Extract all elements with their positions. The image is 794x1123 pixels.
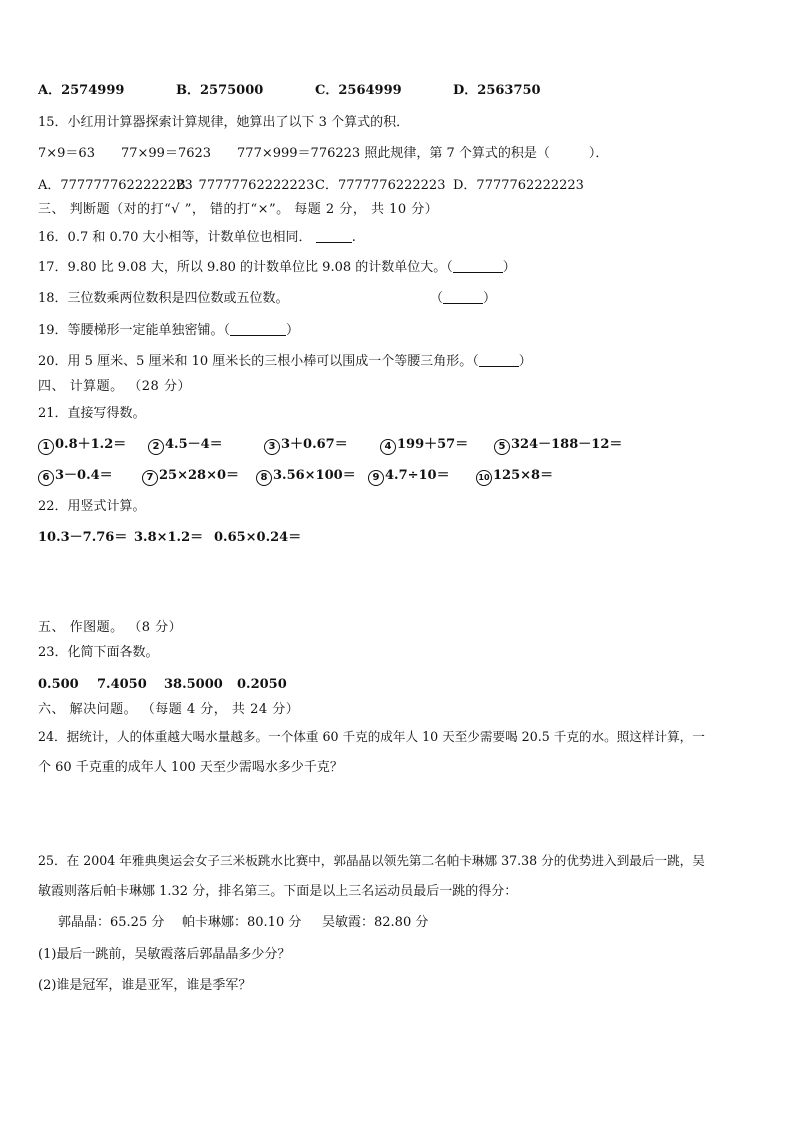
q21-heading: 21．直接写得数。 bbox=[38, 406, 146, 421]
q21-item-9 bbox=[368, 467, 476, 486]
q21-row-1 bbox=[38, 436, 622, 455]
q25-line-1: 25．在 2004 年雅典奥运会女子三米板跳水比赛中，郭晶晶以领先第二名帕卡琳娜 37.38 分的优势进入到最后一跳，吴 bbox=[38, 853, 705, 868]
q19-blank[interactable] bbox=[230, 323, 286, 336]
q25-score-2: 帕卡琳娜：80.10 分 bbox=[182, 915, 302, 930]
q14-option-c: C．2564999 bbox=[315, 83, 402, 98]
q25-sub-1: (1)最后一跳前，吴敏霞落后郭晶晶多少分？ bbox=[38, 947, 291, 962]
q14-options bbox=[38, 82, 541, 100]
q22-item-1: 10.3－7.76＝ bbox=[38, 530, 128, 545]
circled-number-7: 7 bbox=[142, 470, 158, 486]
q16-period: . bbox=[351, 230, 356, 245]
circled-number-4: 4 bbox=[380, 439, 396, 455]
q19-text: 19．等腰梯形一定能单独密铺。（ bbox=[38, 323, 231, 338]
q21-expr-8: 3.56×100＝ bbox=[273, 468, 356, 483]
q22-heading: 22．用竖式计算。 bbox=[38, 499, 146, 514]
q22-items bbox=[38, 529, 301, 547]
circled-number-6: 6 bbox=[38, 470, 54, 486]
section-3-heading: 三、 判断题（对的打“√ ”， 错的打“×”。 每题 2 分， 共 10 分） bbox=[38, 202, 439, 217]
q21-item-3 bbox=[264, 436, 380, 455]
q21-item-8 bbox=[256, 467, 368, 486]
q21-expr-10: 125×8＝ bbox=[493, 468, 554, 483]
q21-row-2 bbox=[38, 467, 553, 486]
q15-option-a: A．7777777622222223 bbox=[38, 178, 193, 193]
q21-item-6 bbox=[38, 467, 142, 486]
section-6-heading: 六、 解决问题。 （每题 4 分， 共 24 分） bbox=[38, 702, 300, 717]
q18-blank[interactable] bbox=[443, 291, 483, 304]
q24-line-2: 个 60 千克重的成年人 100 天至少需喝水多少千克？ bbox=[38, 760, 343, 775]
circled-number-5: 5 bbox=[494, 439, 510, 455]
q23-item-4: 0.2050 bbox=[237, 677, 287, 692]
q21-expr-3: 3＋0.67＝ bbox=[281, 437, 348, 452]
q20-close-paren: ） bbox=[518, 354, 532, 369]
q17-text: 17．9.80 比 9.08 大，所以 9.80 的计数单位比 9.08 的计数单位大。（ bbox=[38, 260, 453, 275]
q19-close-paren: ） bbox=[286, 323, 300, 338]
q20 bbox=[38, 353, 532, 371]
q25-score-1: 郭晶晶：65.25 分 bbox=[58, 915, 165, 930]
q23-item-2: 7.4050 bbox=[97, 677, 147, 692]
q16 bbox=[38, 229, 356, 247]
circled-number-1: 1 bbox=[38, 439, 54, 455]
q18-text: 18．三位数乘两位数积是四位数或五位数。 bbox=[38, 291, 289, 306]
q15-stem: 15．小红用计算器探索计算规律，她算出了以下 3 个算式的积． bbox=[38, 115, 410, 130]
q21-expr-7: 25×28×0＝ bbox=[159, 468, 240, 483]
circled-number-8: 8 bbox=[256, 470, 272, 486]
q21-expr-4: 199＋57＝ bbox=[397, 437, 469, 452]
q18-open-paren: （ bbox=[430, 291, 444, 306]
q14-option-a: A．2574999 bbox=[38, 83, 125, 98]
q21-expr-5: 324－188－12＝ bbox=[511, 437, 623, 452]
q23-item-1: 0.500 bbox=[38, 677, 79, 692]
q23-heading: 23．化简下面各数。 bbox=[38, 645, 159, 660]
q21-expr-2: 4.5－4＝ bbox=[165, 437, 223, 452]
q16-blank[interactable] bbox=[316, 230, 352, 243]
q23-item-3: 38.5000 bbox=[164, 677, 223, 692]
circled-number-3: 3 bbox=[264, 439, 280, 455]
section-5-heading: 五、 作图题。 （8 分） bbox=[38, 620, 183, 635]
q21-item-1 bbox=[38, 436, 148, 455]
circled-number-2: 2 bbox=[148, 439, 164, 455]
q15-option-c: C．7777776222223 bbox=[315, 178, 446, 193]
circled-number-10: 10 bbox=[476, 470, 492, 486]
q17-blank[interactable] bbox=[453, 260, 503, 273]
section-4-heading: 四、 计算题。 （28 分） bbox=[38, 379, 191, 394]
q15-line2: 7×9＝63 77×99＝7623 777×999＝776223 照此规律，第 7 个算式的积是（ ）． bbox=[38, 146, 609, 161]
q21-item-4 bbox=[380, 436, 494, 455]
q24-line-1: 24．据统计，人的体重越大喝水量越多。一个体重 60 千克的成年人 10 天至少需要喝 20.5 千克的水。照这样计算，一 bbox=[38, 729, 705, 744]
q18-close-paren: ） bbox=[483, 291, 497, 306]
q23-items bbox=[38, 676, 287, 694]
q21-expr-6: 3－0.4＝ bbox=[55, 468, 113, 483]
q22-item-2: 3.8×1.2＝ bbox=[134, 530, 204, 545]
q20-text: 20．用 5 厘米、5 厘米和 10 厘米长的三根小棒可以围成一个等腰三角形。（ bbox=[38, 354, 479, 369]
q25-score-3: 吴敏霞：82.80 分 bbox=[322, 915, 429, 930]
q25-sub-2: (2)谁是冠军，谁是亚军，谁是季军？ bbox=[38, 978, 252, 993]
circled-number-9: 9 bbox=[368, 470, 384, 486]
q15-options bbox=[38, 177, 584, 195]
q18-answer bbox=[430, 290, 496, 308]
q17 bbox=[38, 259, 516, 277]
q17-close-paren: ） bbox=[502, 260, 516, 275]
q14-option-b: B．2575000 bbox=[176, 83, 264, 98]
q16-text: 16．0.7 和 0.70 大小相等，计数单位也相同． bbox=[38, 230, 312, 245]
q21-item-2 bbox=[148, 436, 264, 455]
q25-scores bbox=[58, 914, 428, 932]
q21-item-7 bbox=[142, 467, 256, 486]
q15-option-d: D．7777762222223 bbox=[453, 178, 584, 193]
q20-blank[interactable] bbox=[479, 354, 519, 367]
q21-item-5 bbox=[494, 436, 622, 455]
q21-expr-9: 4.7÷10＝ bbox=[385, 468, 450, 483]
q21-item-10 bbox=[476, 467, 553, 486]
q18 bbox=[38, 290, 289, 308]
q22-item-3: 0.65×0.24＝ bbox=[214, 530, 302, 545]
q14-option-d: D．2563750 bbox=[453, 83, 541, 98]
q19 bbox=[38, 322, 299, 340]
q25-line-2: 敏霞则落后帕卡琳娜 1.32 分，排名第三。下面是以上三名运动员最后一跳的得分： bbox=[38, 884, 518, 899]
q21-expr-1: 0.8＋1.2＝ bbox=[55, 437, 127, 452]
q15-option-b: B．77777762222223 bbox=[176, 178, 315, 193]
